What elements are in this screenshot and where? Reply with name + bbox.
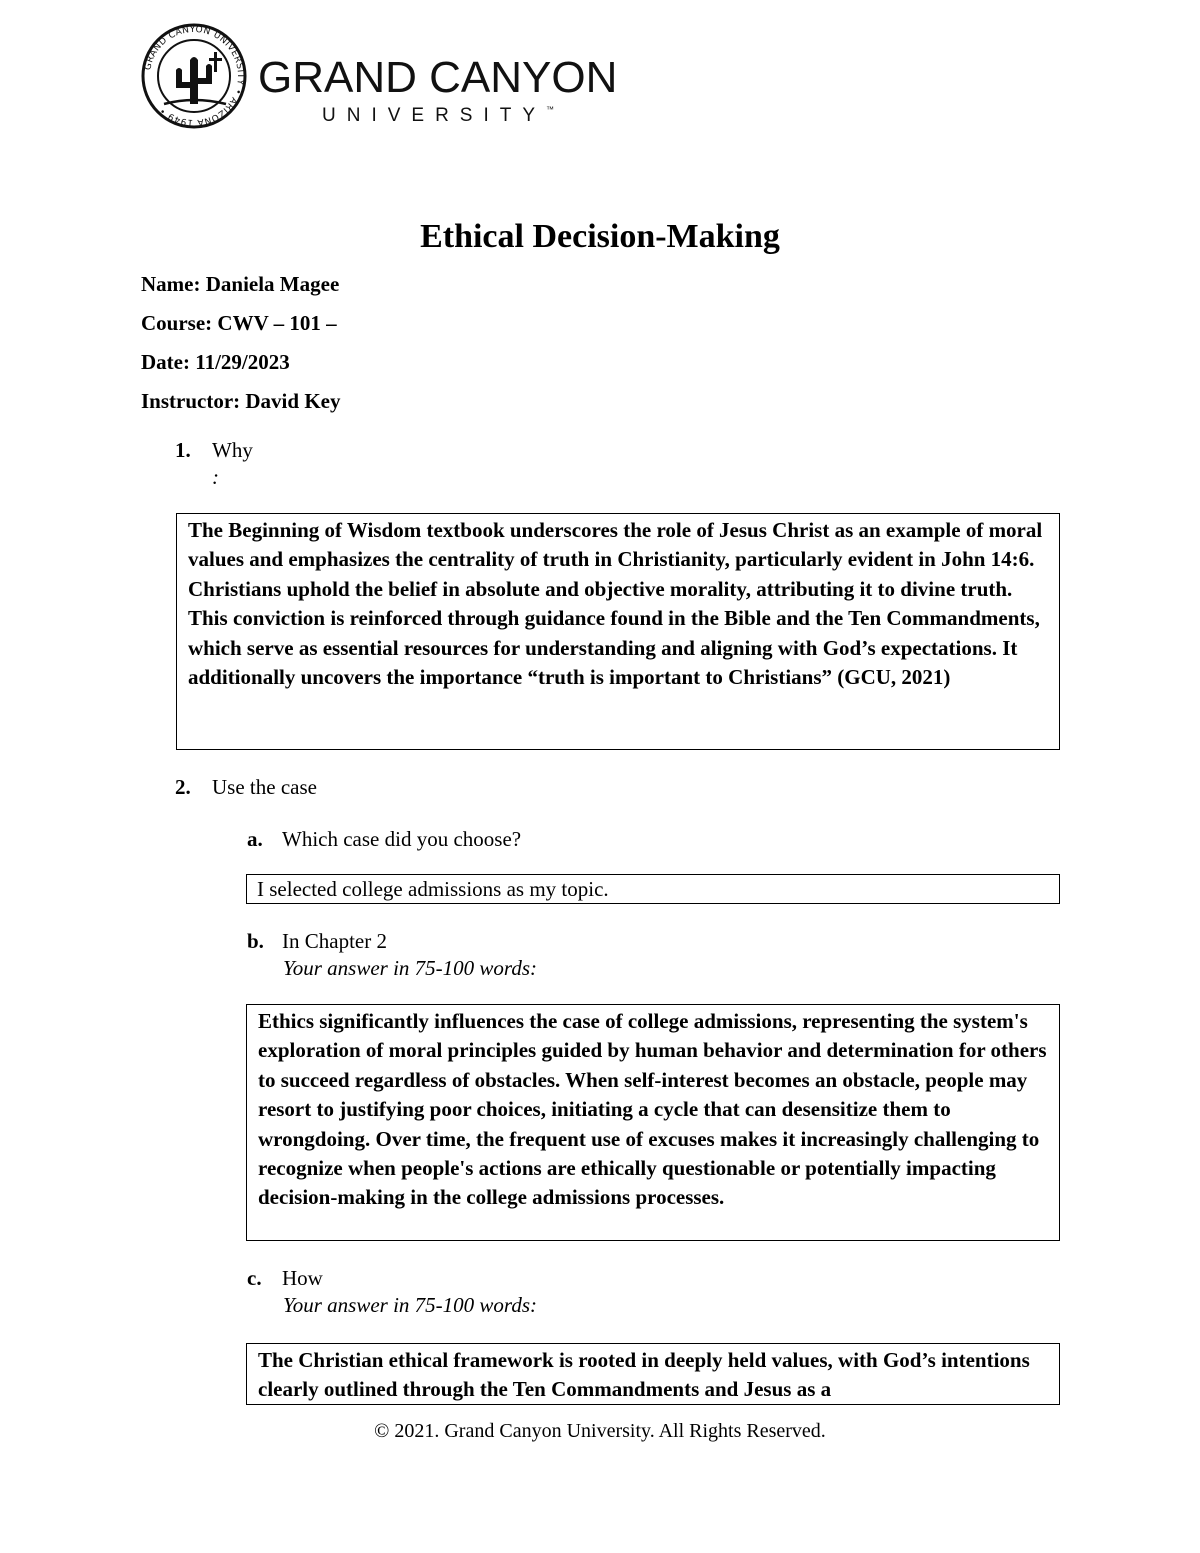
student-name: Name: Daniela Magee xyxy=(141,272,340,296)
university-seal-icon xyxy=(140,22,248,130)
svg-text:GRAND CANYON UNIVERSITY • ARIZ: GRAND CANYON UNIVERSITY • ARIZONA 1949 • xyxy=(143,24,246,128)
answer-1-text: The Beginning of Wisdom textbook underscores the role of Jesus Christ as an example of moral values and emphasizes the centrality of truth in Christianity, particularly evident in John 14:6. Christians uphold the belief in absolute and objective morality, attributing it to divine truth. This conviction is reinforced through guidance found in the Bible and the Ten Commandments, which serve as essential resources for understanding and aligning with God’s expectations. It additionally uncovers the importance “truth is important to Christians” (GCU, 2021) xyxy=(188,518,1043,690)
question-2b xyxy=(247,929,387,954)
question-2a-prompt: Which case did you choose? xyxy=(282,827,522,851)
question-2-prompt: Use the case xyxy=(212,775,317,799)
question-2c-letter: c. xyxy=(247,1266,262,1290)
answer-box-2c[interactable] xyxy=(246,1343,1060,1405)
question-2a xyxy=(247,827,521,852)
instructor-line: Instructor: David Key xyxy=(141,389,341,413)
question-1-colon: : xyxy=(212,465,219,489)
course-line: Course: CWV – 101 – xyxy=(141,311,337,335)
question-1-number: 1. xyxy=(175,438,191,462)
question-1-prompt: Why xyxy=(212,438,253,462)
document-title: Ethical Decision-Making xyxy=(420,218,780,255)
question-2b-hint: Your answer in 75-100 words: xyxy=(283,956,537,980)
university-logo xyxy=(140,22,640,132)
answer-box-1[interactable] xyxy=(176,513,1060,750)
question-2c xyxy=(247,1266,323,1291)
logo-wordmark xyxy=(258,53,618,126)
answer-box-2b[interactable] xyxy=(246,1004,1060,1241)
trademark-mark: ™ xyxy=(546,105,555,114)
question-2 xyxy=(175,775,317,800)
answer-2a-text: I selected college admissions as my topic. xyxy=(257,877,609,901)
date-line: Date: 11/29/2023 xyxy=(141,350,290,374)
question-2c-prompt: How xyxy=(282,1266,323,1290)
question-2a-letter: a. xyxy=(247,827,263,851)
question-2b-letter: b. xyxy=(247,929,264,953)
student-info xyxy=(141,270,340,426)
logo-sub-text: UNIVERSITY xyxy=(322,105,547,126)
answer-2b-text: Ethics significantly influences the case of college admissions, representing the system's exploration of moral principles guided by human behavior and determination for others to succeed regardless of obstacles. When self-interest becomes an obstacle, people may resort to justifying poor choices, initiating a cycle that can desensitize them to wrongdoing. Over time, the frequent use of excuses makes it increasingly challenging to recognize when people's actions are ethically questionable or potentially impacting decision-making in the college admissions processes. xyxy=(258,1009,1047,1210)
answer-2c-text: The Christian ethical framework is rooted in deeply held values, with God’s intentions clearly outlined through the Ten Commandments and Jesus as a xyxy=(258,1348,1030,1402)
question-1 xyxy=(175,438,253,463)
logo-name: GRAND CANYON xyxy=(258,53,618,102)
question-2-number: 2. xyxy=(175,775,191,799)
question-2b-prompt: In Chapter 2 xyxy=(282,929,387,953)
question-2c-hint: Your answer in 75-100 words: xyxy=(283,1293,537,1317)
answer-box-2a[interactable] xyxy=(246,874,1060,904)
copyright-footer: © 2021. Grand Canyon University. All Rights Reserved. xyxy=(374,1420,826,1442)
logo-subtitle xyxy=(322,106,617,125)
